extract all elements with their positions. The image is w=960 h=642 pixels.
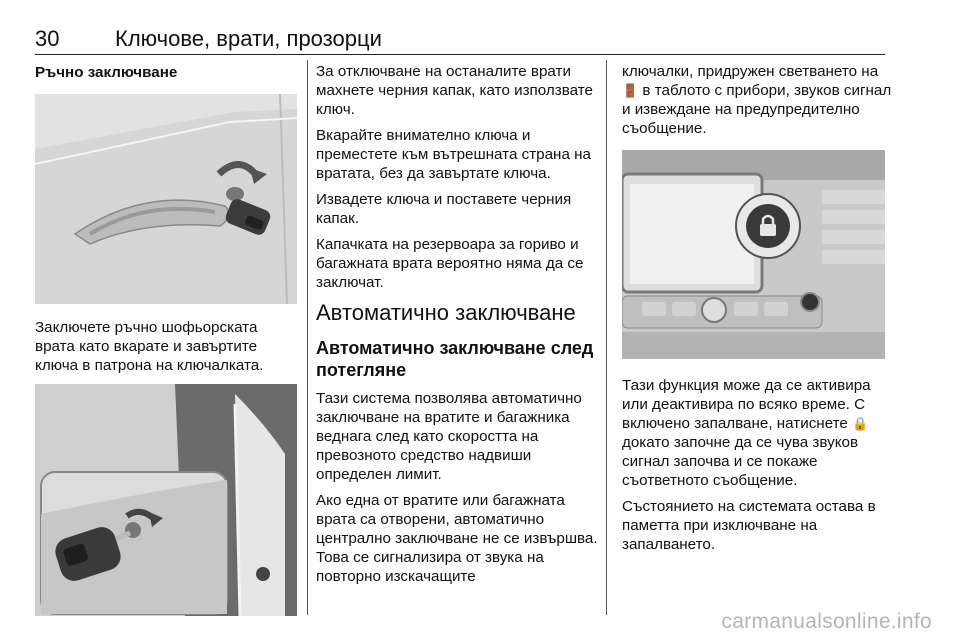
column-divider: [606, 60, 607, 615]
door-open-icon: 🚪: [622, 83, 639, 98]
paragraph: [622, 376, 892, 490]
subsection-title: Автоматично заключване след потегляне: [316, 338, 594, 380]
page-title: Ключове, врати, прозорци: [115, 26, 382, 51]
dashboard-figure: [622, 150, 885, 359]
paragraph: [622, 62, 892, 138]
paragraph-text: Тази функция може да се активира или деактивира по всяко време. С включено запалване, натиснете: [622, 377, 871, 432]
section-title: Автоматично заключване: [316, 300, 576, 325]
column-1: [35, 62, 297, 91]
page-number: 30: [35, 26, 60, 51]
door-lock-figure: [35, 384, 297, 616]
paragraph: Извадете ключа и поставете черния капак.: [316, 191, 572, 227]
column-3: [622, 62, 892, 145]
paragraph-text: докато започне да се чува звуков сигнал започва и се покаже съответното съобщение.: [622, 434, 859, 489]
paragraph: Състоянието на системата остава в паметта при изключване на запалването.: [622, 498, 876, 553]
column-3-lower: [622, 376, 892, 561]
door-handle-figure: [35, 94, 297, 304]
column-2: [316, 62, 598, 593]
watermark: carmanualsonline.info: [721, 610, 932, 633]
page-header: [35, 26, 885, 55]
paragraph: За отключване на останалите врати махнете черния капак, като използвате ключ.: [316, 63, 593, 118]
paragraph: Тази система позволява автоматично заключване на вратите и багажника веднага след като скоростта на превозното средство надвиши определен лимит.: [316, 390, 582, 483]
paragraph-text: ключалки, придружен светването на: [622, 63, 879, 80]
lock-icon: 🔒: [852, 416, 869, 431]
paragraph: Капачката на резервоара за гориво и багажната врата вероятно няма да се заключат.: [316, 236, 584, 291]
paragraph: Ако една от вратите или багажната врата са отворени, автоматично централно заключване не се извършва. Това се сигнализира от звука на повторно изскачащите: [316, 492, 598, 585]
paragraph: Вкарайте внимателно ключа и преместете към вътрешната страна на вратата, без да завъртате ключа.: [316, 127, 591, 182]
paragraph-text: в таблото с прибори, звуков сигнал и извеждане на предупредително съобщение.: [622, 82, 892, 137]
figure-caption: Заключете ръчно шофьорската врата като вкарате и завъртите ключа в патрона на ключалката.: [35, 319, 264, 374]
section-heading: Ръчно заключване: [35, 64, 178, 81]
column-divider: [307, 60, 308, 615]
caption-block: [35, 318, 297, 382]
